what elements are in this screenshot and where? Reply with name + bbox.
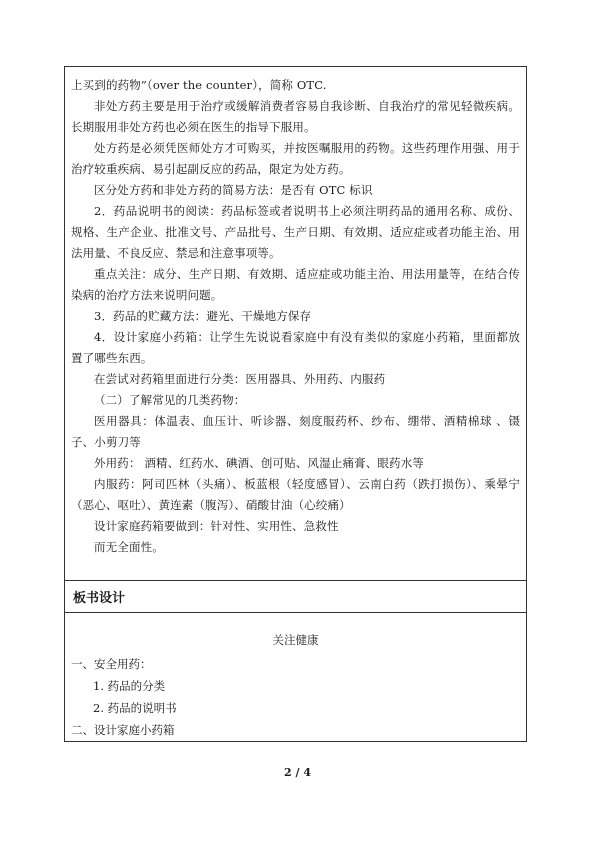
paragraph: 在尝试对药箱里面进行分类：医用器具、外用药、内服药 (94, 372, 386, 386)
board-title: 关注健康 (272, 633, 319, 647)
board-line: 1. 药品的分类 (93, 679, 166, 693)
board-line: 2. 药品的说明书 (93, 701, 177, 715)
paragraph: 内服药：阿司匹林（头痛）、板蓝根（轻度感冒）、云南白药（跌打损伤）、乘晕宁（恶心、呕吐）、黄连素（腹泻）、硝酸甘油（心绞痛） (71, 477, 520, 512)
paragraph: 外用药： 酒精、红药水、碘酒、创可贴、风湿止痛膏、眼药水等 (94, 456, 425, 470)
table-divider (65, 612, 526, 613)
paragraph: 2．药品说明书的阅读：药品标签或者说明书上必须注明药品的通用名称、成份、规格、生产企业、批准文号、产品批号、生产日期、有效期、适应症或者功能主治、用法用量、不良反应、禁忌和注意事项等。 (71, 204, 520, 260)
paragraph: 3．药品的贮藏方法：避光、干燥地方保存 (94, 309, 312, 323)
paragraph: 上买到的药物”（over the counter），简称 OTC. (71, 78, 327, 92)
paragraph: 医用器具：体温表、血压计、听诊器、刻度服药杯、纱布、绷带、酒精棉球 、镊子、小剪刀等 (71, 414, 520, 449)
paragraph: 重点关注：成分、生产日期、有效期、适应症或功能主治、用法用量等，在结合传染病的治疗方法来说明问题。 (71, 267, 520, 302)
paragraph: （二）了解常见的几类药物： (94, 393, 246, 407)
paragraph: 非处方药主要是用于治疗或缓解消费者容易自我诊断、自我治疗的常见轻微疾病。长期服用非处方药也必须在医生的指导下服用。 (71, 99, 520, 134)
board-line: 一、安全用药： (71, 657, 152, 671)
lesson-body (71, 75, 520, 558)
paragraph: 处方药是必须凭医师处方才可购买，并按医嘱服用的药物。这些药理作用强、用于治疗较重疾病、易引起副反应的药品，限定为处方药。 (71, 141, 520, 176)
board-design (71, 629, 520, 741)
table-divider (65, 580, 526, 581)
paragraph: 设计家庭药箱要做到：针对性、实用性、急救性 (94, 519, 339, 533)
lesson-table (64, 66, 527, 742)
page-number: 2 / 4 (284, 766, 311, 779)
section-heading: 板书设计 (73, 591, 126, 606)
paragraph: 4．设计家庭小药箱：让学生先说说看家庭中有没有类似的家庭小药箱，里面都放置了哪些东西。 (71, 330, 520, 365)
paragraph: 区分处方药和非处方药的简易方法：是否有 OTC 标识 (94, 183, 373, 197)
board-line: 二、设计家庭小药箱 (71, 723, 175, 737)
paragraph: 而无全面性。 (94, 540, 164, 554)
